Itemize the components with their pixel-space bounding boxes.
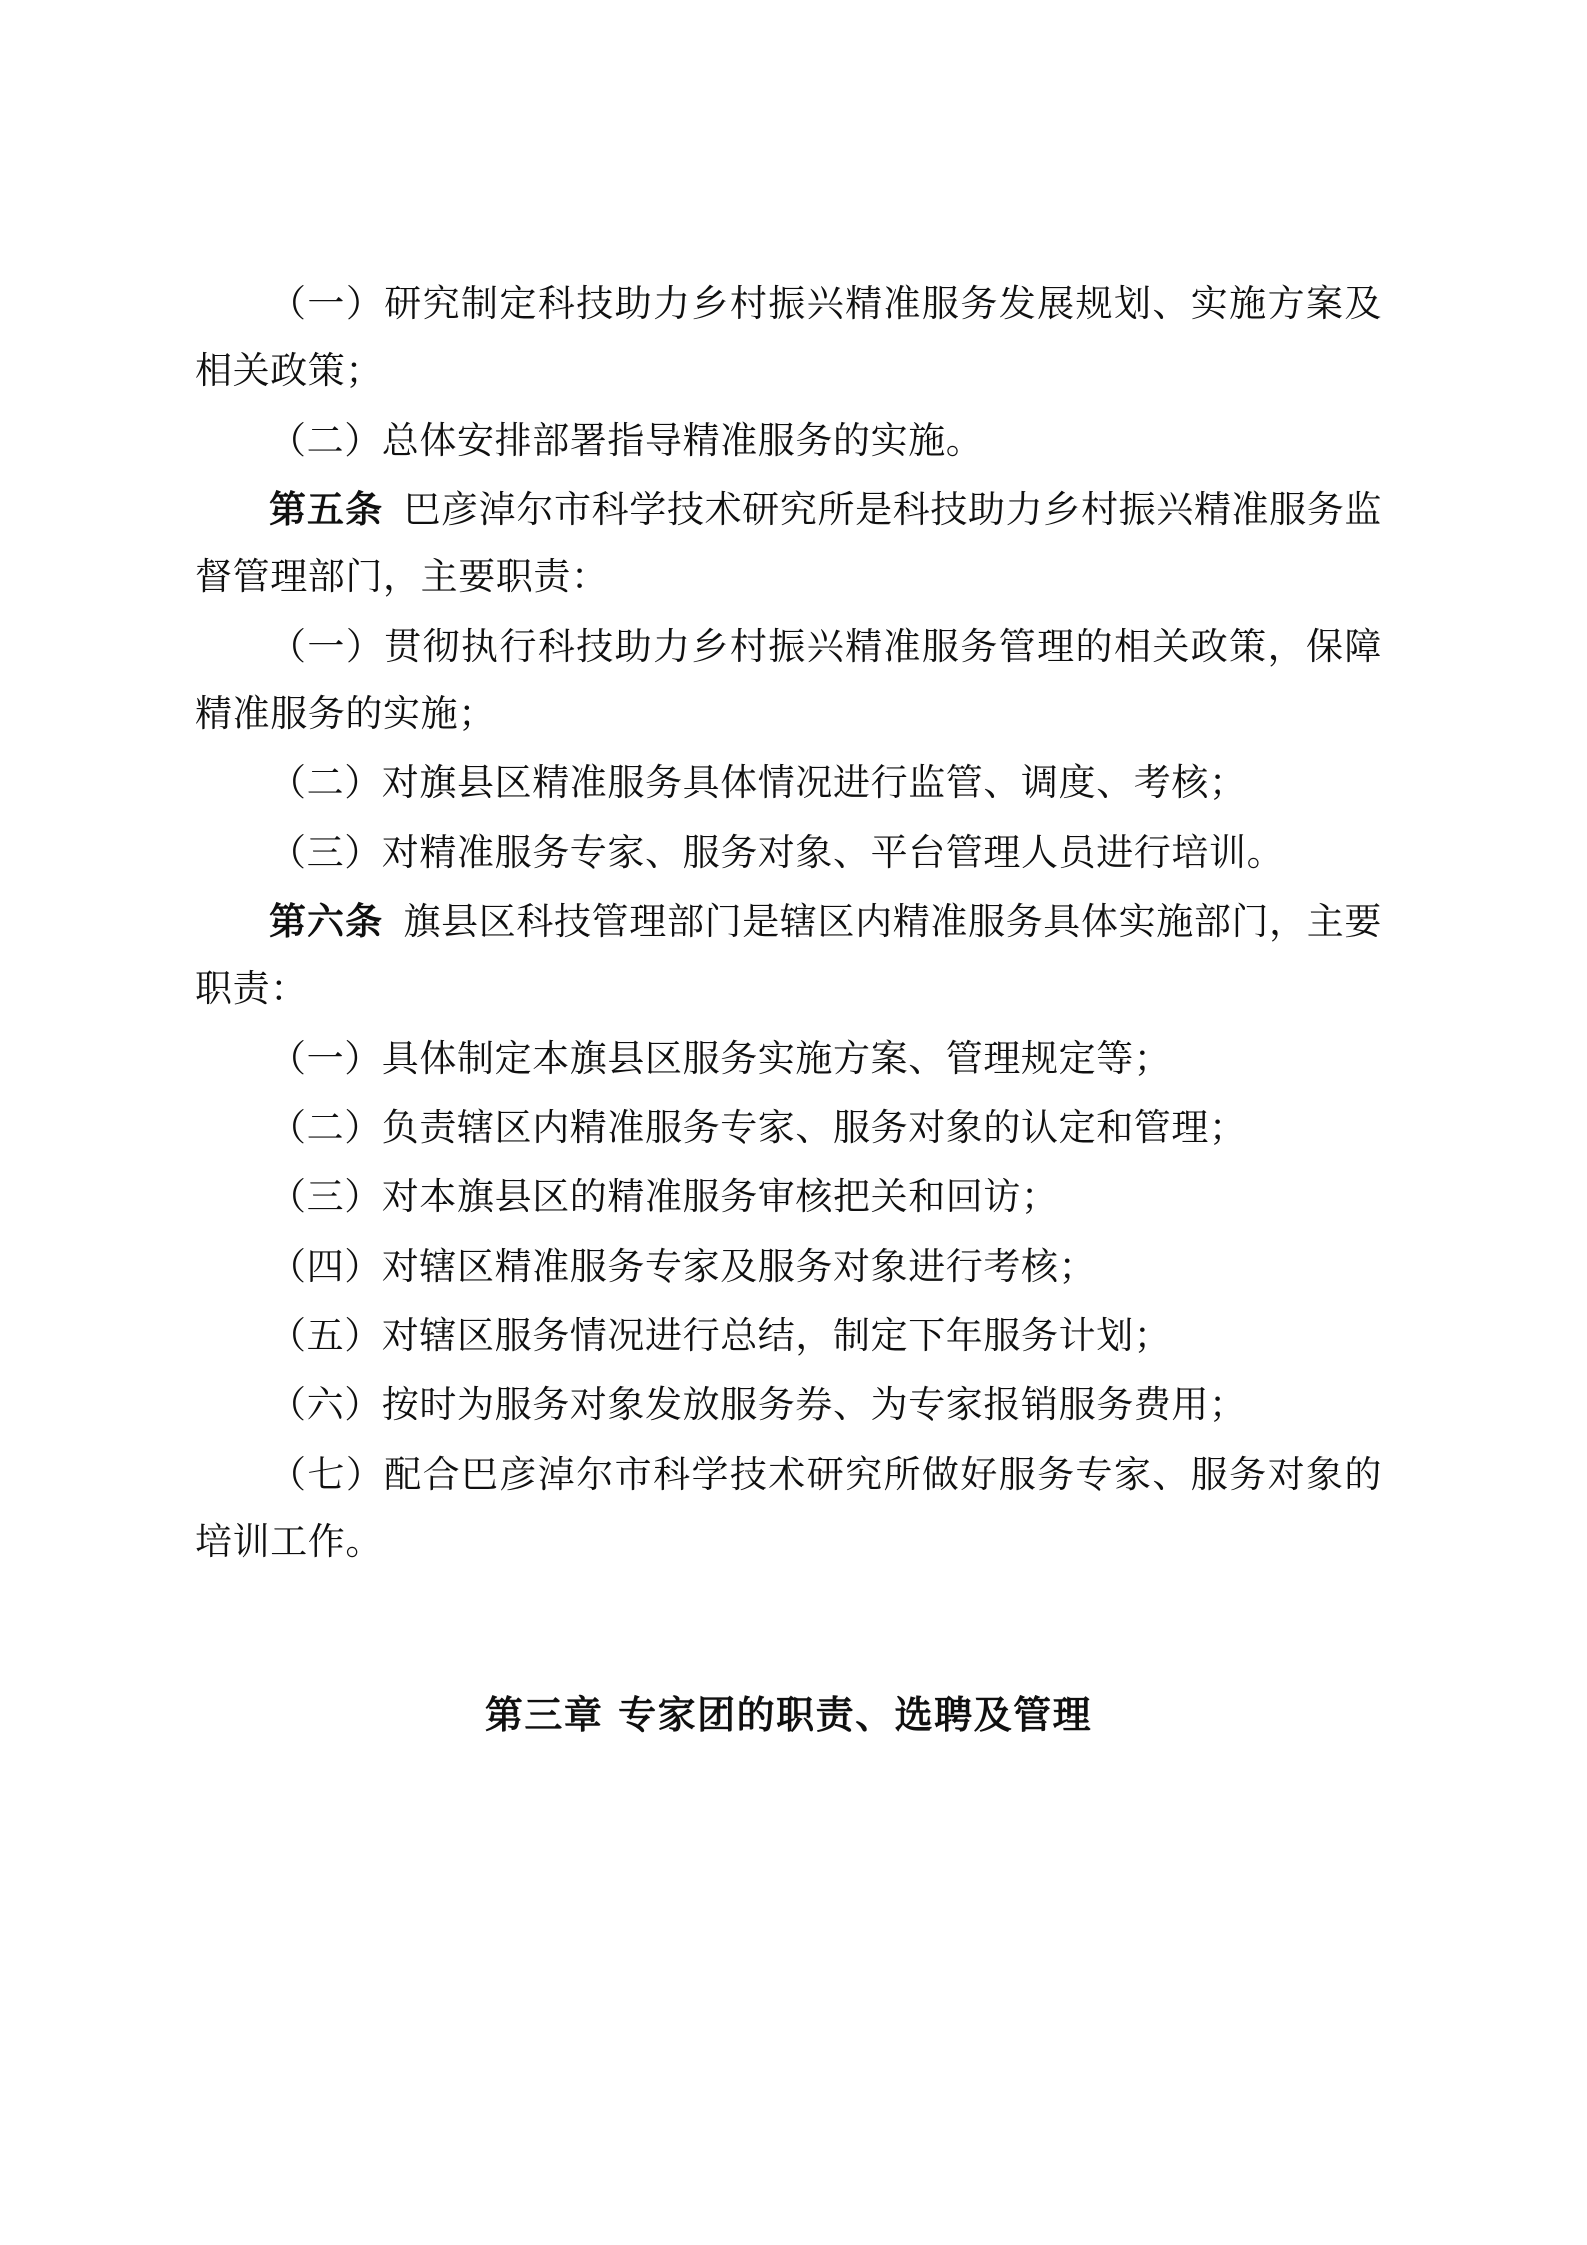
paragraph-text: （二）对旗县区精准服务具体情况进行监管、调度、考核； (269, 761, 1247, 805)
paragraph (195, 1371, 1382, 1438)
paragraph (195, 819, 1382, 886)
paragraph-text: （六）按时为服务对象发放服务券、为专家报销服务费用； (269, 1383, 1247, 1427)
paragraph-text: 巴彦淖尔市科学技术研究所是科技助力乡村振兴精准服务监督管理部门，主要职责： (195, 487, 1382, 599)
document-body (195, 270, 1382, 1748)
paragraph-text: （二）负责辖区内精准服务专家、服务对象的认定和管理； (269, 1105, 1247, 1149)
paragraph (195, 1441, 1382, 1576)
paragraph (195, 407, 1382, 474)
paragraph-text: （五）对辖区服务情况进行总结，制定下年服务计划； (269, 1313, 1172, 1357)
paragraph (195, 1163, 1382, 1230)
paragraph (195, 1025, 1382, 1092)
paragraph (195, 749, 1382, 816)
paragraph-text: （四）对辖区精准服务专家及服务对象进行考核； (269, 1244, 1097, 1288)
paragraph-text: （三）对精准服务专家、服务对象、平台管理人员进行培训。 (269, 830, 1285, 874)
paragraph (195, 476, 1382, 611)
paragraph-text: （二）总体安排部署指导精准服务的实施。 (269, 418, 984, 462)
paragraph (195, 270, 1382, 405)
paragraph-text: （一）具体制定本旗县区服务实施方案、管理规定等； (269, 1036, 1172, 1080)
article-number: 第六条 (269, 898, 384, 943)
paragraph (195, 1302, 1382, 1369)
article-number: 第五条 (269, 486, 384, 531)
chapter-heading: 第三章 专家团的职责、选聘及管理 (484, 1692, 1093, 1738)
paragraph-text: （三）对本旗县区的精准服务审核把关和回访； (269, 1175, 1059, 1219)
paragraph (195, 1233, 1382, 1300)
paragraph-text: 旗县区科技管理部门是辖区内精准服务具体实施部门，主要职责： (195, 899, 1382, 1011)
paragraph-text: （七）配合巴彦淖尔市科学技术研究所做好服务专家、服务对象的培训工作。 (195, 1452, 1382, 1563)
paragraph (195, 613, 1382, 748)
paragraph (195, 1094, 1382, 1161)
paragraph-text: （一）贯彻执行科技助力乡村振兴精准服务管理的相关政策，保障精准服务的实施； (195, 624, 1382, 735)
paragraph-text: （一）研究制定科技助力乡村振兴精准服务发展规划、实施方案及相关政策； (195, 282, 1382, 393)
paragraph (195, 888, 1382, 1023)
